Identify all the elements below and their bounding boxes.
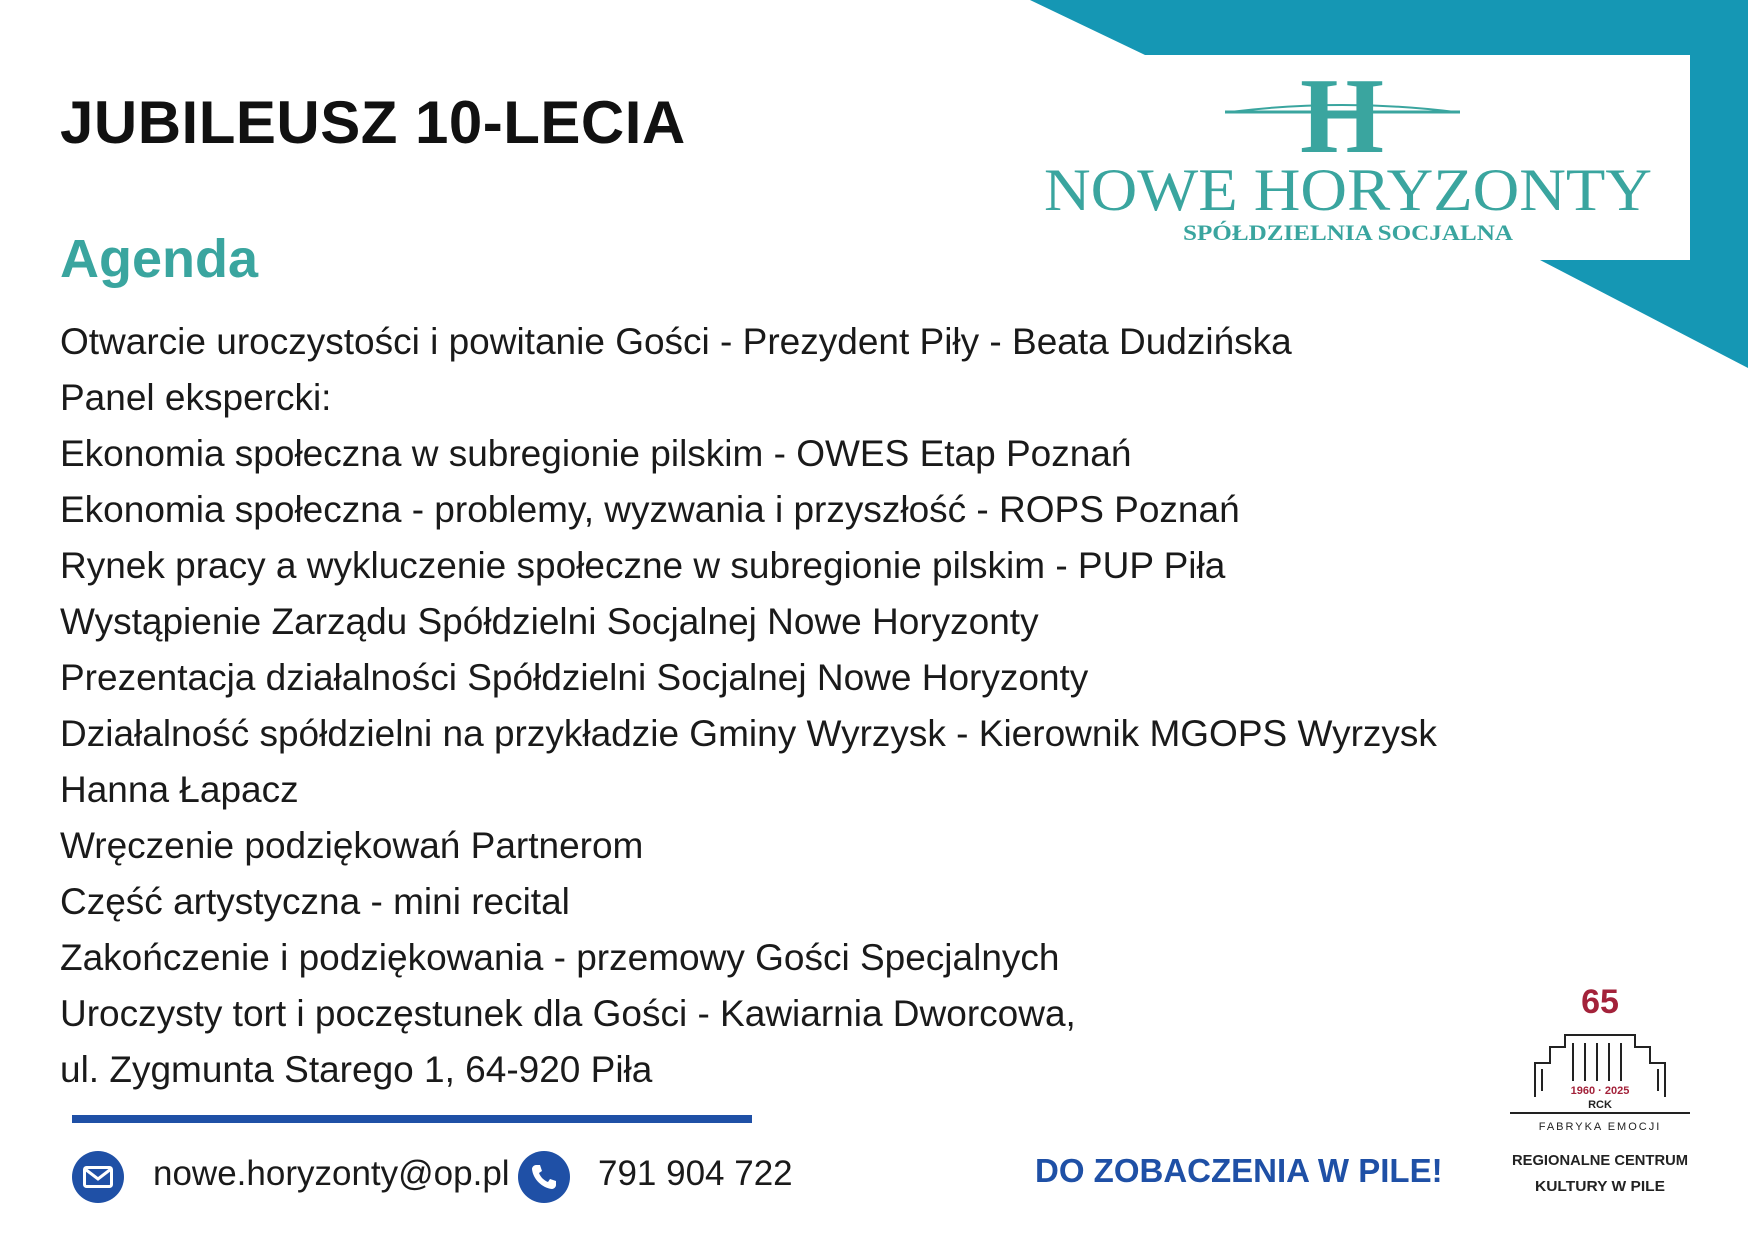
rck-logo (1505, 985, 1695, 1205)
rck-years: 1960 · 2025 (1570, 1085, 1630, 1097)
email-link[interactable]: nowe.horyzonty@op.pl (153, 1154, 510, 1193)
rck-abbr: RCK (1588, 1099, 1612, 1111)
agenda-item: Uroczysty tort i poczęstunek dla Gości - Kawiarnia Dworcowa, (60, 993, 1076, 1034)
rck-line1: REGIONALNE CENTRUM (1512, 1152, 1688, 1169)
agenda-item: Otwarcie uroczystości i powitanie Gości - Prezydent Piły - Beata Dudzińska (60, 321, 1292, 362)
divider (72, 1115, 752, 1123)
envelope-icon (72, 1151, 124, 1203)
nowe-horyzonty-logo (1030, 60, 1690, 260)
agenda-item: Hanna Łapacz (60, 769, 299, 810)
agenda-item: Rynek pracy a wykluczenie społeczne w subregionie pilskim - PUP Piła (60, 545, 1226, 586)
agenda-item: Zakończenie i podziękowania - przemowy Gości Specjalnych (60, 937, 1060, 978)
agenda-item: Wręczenie podziękowań Partnerom (60, 825, 644, 866)
rck-line2: KULTURY W PILE (1535, 1178, 1665, 1195)
agenda-item: Prezentacja działalności Spółdzielni Socjalnej Nowe Horyzonty (60, 657, 1089, 698)
agenda-item: Część artystyczna - mini recital (60, 881, 570, 922)
rck-slogan: FABRYKA EMOCJI (1538, 1121, 1662, 1133)
agenda-heading: Agenda (60, 229, 259, 289)
agenda-item: Panel ekspercki: (60, 377, 332, 418)
rck-number: 65 (1581, 985, 1619, 1021)
agenda-item: Ekonomia społeczna w subregionie pilskim - OWES Etap Poznań (60, 433, 1132, 474)
logo-tagline: SPÓŁDZIELNIA SOCJALNA (1183, 220, 1514, 245)
logo-letter: H (1299, 60, 1385, 176)
agenda-item: Wystąpienie Zarządu Spółdzielni Socjalnej Nowe Horyzonty (60, 601, 1039, 642)
agenda-item: Działalność spółdzielni na przykładzie Gminy Wyrzysk - Kierownik MGOPS Wyrzysk (60, 713, 1437, 754)
agenda-item: Ekonomia społeczna - problemy, wyzwania i przyszłość - ROPS Poznań (60, 489, 1240, 530)
page-title: JUBILEUSZ 10-LECIA (60, 89, 686, 156)
phone-link[interactable]: 791 904 722 (598, 1154, 793, 1193)
farewell-text: DO ZOBACZENIA W PILE! (1035, 1152, 1443, 1189)
agenda-list (60, 314, 1437, 1098)
phone-icon (518, 1151, 570, 1203)
logo-name: NOWE HORYZONTY (1044, 157, 1652, 223)
agenda-item: ul. Zygmunta Starego 1, 64-920 Piła (60, 1049, 653, 1090)
